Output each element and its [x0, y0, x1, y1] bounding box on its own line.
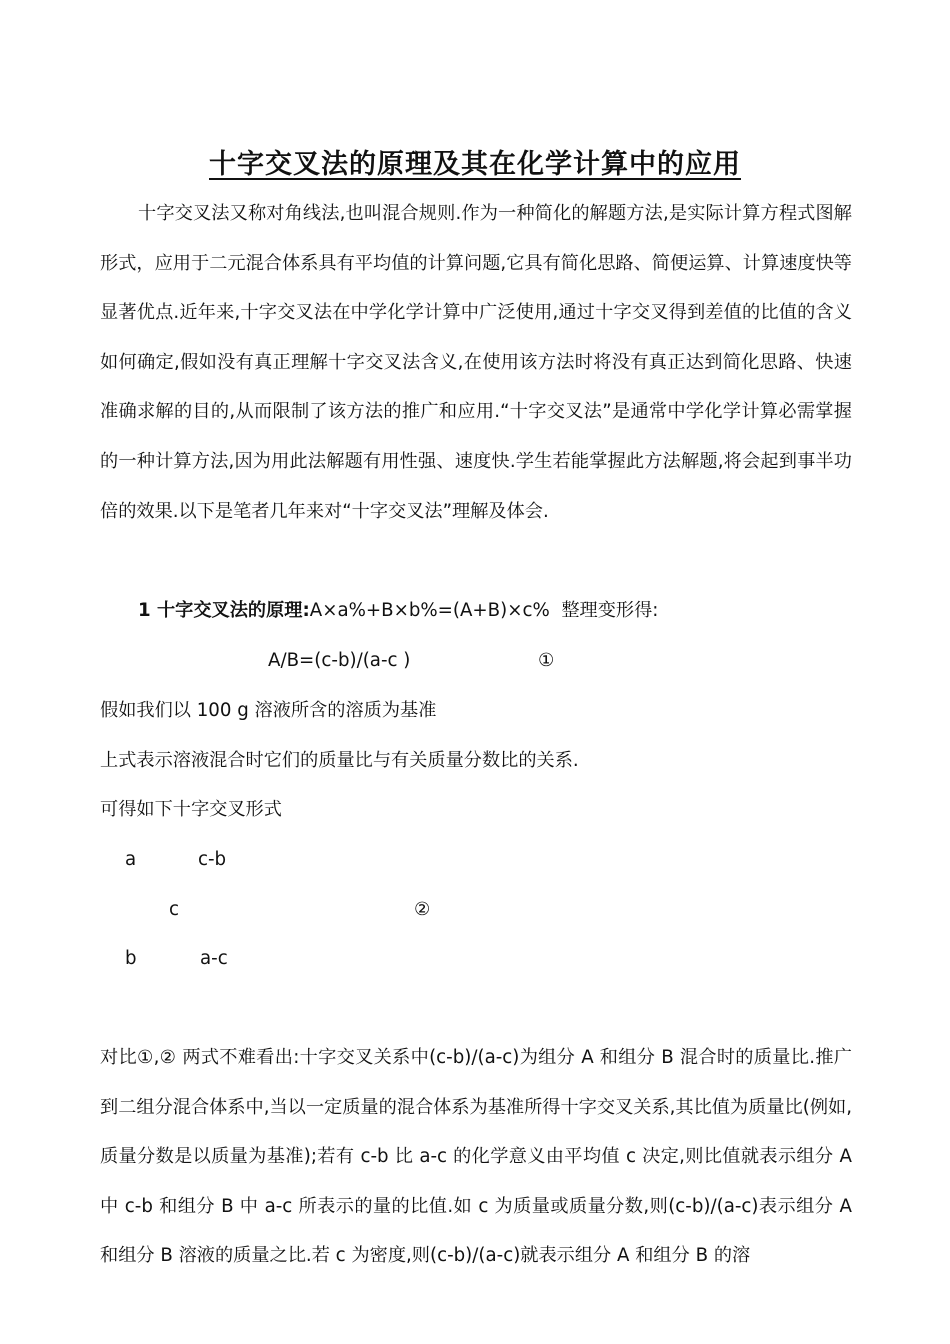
equation-marker-2: ② [414, 899, 431, 920]
formula-suffix: 整理变形得: [561, 600, 659, 621]
cross-top-right: c-b [198, 849, 227, 870]
section-heading: 1 十字交叉法的原理: [138, 600, 310, 621]
relation-line: 上式表示溶液混合时它们的质量比与有关质量分数比的关系. [100, 750, 579, 771]
cross-form-line: 可得如下十字交叉形式 [100, 799, 282, 820]
ratio-equation: A/B=(c-b)/(a-c ) [268, 650, 411, 671]
section-principle [138, 586, 858, 636]
principle-formula: A×a%+B×b%=(A+B)×c% [309, 600, 550, 621]
cross-top-left: a [125, 849, 137, 870]
basis-line: 假如我们以 100 g 溶液所含的溶质为基准 [100, 700, 437, 721]
equation-marker-1: ① [538, 650, 555, 671]
document-title [0, 142, 950, 181]
intro-paragraph: 十字交叉法又称对角线法,也叫混合规则.作为一种简化的解题方法,是实际计算方程式图解形式，应用于二元混合体系具有平均值的计算问题,它具有简化思路、简便运算、计算速度快等显著优点.近年来,十字交叉法在中学化学计算中广泛使用,通过十字交叉得到差值的比值的含义如何确定,假如没有真正理解十字交叉法含义,在使用该方法时将没有真正达到简化思路、快速准确求解的目的,从而限制了该方法的推广和应用.“十字交叉法”是通常中学化学计算必需掌握的一种计算方法,因为用此法解题有用性强、速度快.学生若能掌握此方法解题,将会起到事半功倍的效果.以下是笔者几年来对“十字交叉法”理解及体会. [100, 203, 852, 522]
cross-bottom-right: a-c [200, 948, 228, 969]
document-title-text: 十字交叉法的原理及其在化学计算中的应用 [209, 149, 741, 180]
cross-center: c [169, 899, 179, 920]
cross-bottom-left: b [125, 948, 137, 969]
analysis-paragraph: 对比①,② 两式不难看出:十字交叉关系中(c-b)/(a-c)为组分 A 和组分 B 混合时的质量比.推广到二组分混合体系中,当以一定质量的混合体系为基准所得十字交叉关系,其比值为质量比(例如,质量分数是以质量为基准);若有 c-b 比 a-c 的化学意义由平均值 c 决定,则比值就表示组分 A 中 c-b 和组分 B 中 a-c 所表示的量的比值.如 c 为质量或质量分数,则(c-b)/(a-c)表示组分 A 和组分 B 溶液的质量之比.若 c 为密度,则(c-b)/(a-c)就表示组分 A 和组分 B 的溶 [100, 1047, 852, 1267]
